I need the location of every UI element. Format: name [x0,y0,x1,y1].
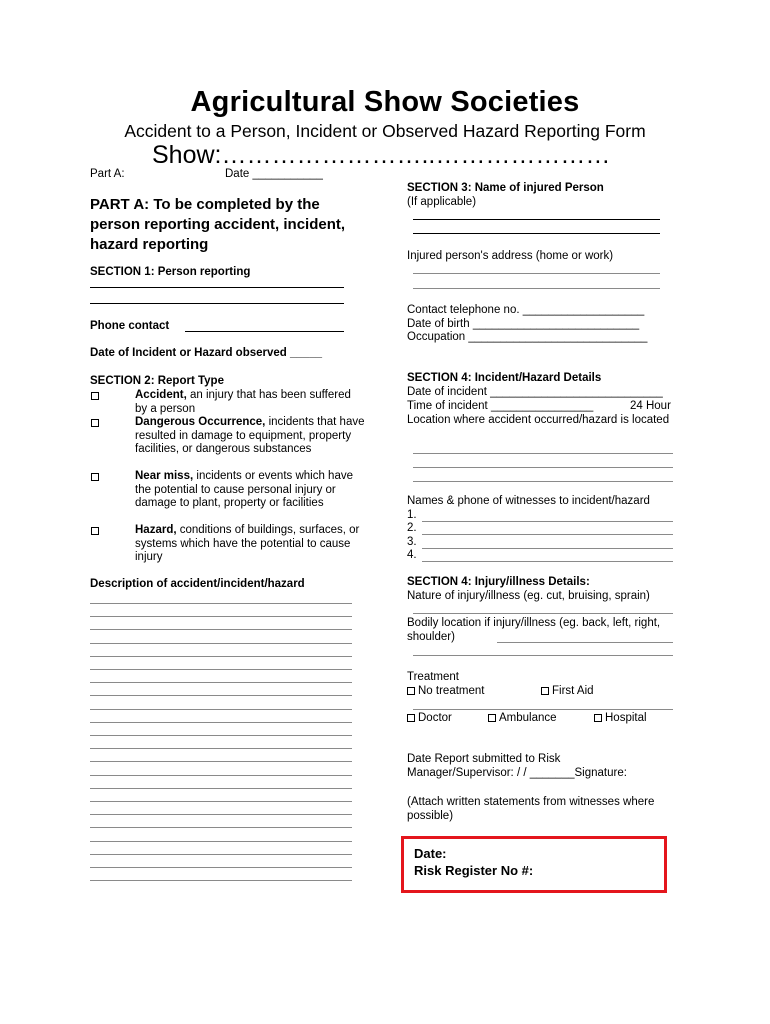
bodily-line-1[interactable] [497,642,673,643]
description-line[interactable] [90,643,352,644]
phone-contact-line[interactable] [185,331,344,332]
reporter-name-line-1[interactable] [90,287,344,288]
treatment-no-treatment[interactable]: No treatment [407,685,484,699]
description-line[interactable] [90,709,352,710]
part-a-heading: PART A: To be completed by the person reporting accident, incident, hazard reporting [90,196,346,253]
treatment-label: Treatment [407,671,459,683]
treatment-hospital[interactable]: Hospital [594,712,647,726]
witness-line-3[interactable] [422,548,673,549]
description-line[interactable] [90,682,352,683]
description-line[interactable] [90,669,352,670]
hour-label: 24 Hour [630,400,671,412]
form-subtitle: Accident to a Person, Incident or Observed Hazard Reporting Form [124,121,646,141]
injured-name-line-1[interactable] [413,219,660,220]
description-line[interactable] [90,814,352,815]
treatment-doctor[interactable]: Doctor [407,712,452,726]
date-of-incident-field[interactable]: Date of incident ___________________________ [407,386,663,398]
description-line[interactable] [90,854,352,855]
treatment-ambulance[interactable]: Ambulance [488,712,557,726]
checkbox-dangerous-occurrence[interactable] [91,419,99,427]
checkbox-first-aid[interactable] [541,687,549,695]
location-line-1[interactable] [413,453,673,454]
witness-line-2[interactable] [422,534,673,535]
description-line[interactable] [90,788,352,789]
description-line[interactable] [90,656,352,657]
bodily-line-2[interactable] [413,655,673,656]
description-line[interactable] [90,616,352,617]
description-line[interactable] [90,695,352,696]
report-type-dangerous-occurrence: Dangerous Occurrence, incidents that have resulted in damage to equipment, property facilities, or dangerous substances [135,416,365,456]
checkbox-doctor[interactable] [407,714,415,722]
section2-title: SECTION 2: Report Type [90,375,224,387]
injured-name-line-2[interactable] [413,233,660,234]
description-line[interactable] [90,827,352,828]
checkbox-near-miss[interactable] [91,473,99,481]
description-line[interactable] [90,801,352,802]
witness-number-4: 4. [407,549,417,561]
date-report-line-2[interactable]: Manager/Supervisor: / / _______Signature: [407,767,627,779]
witness-line-1[interactable] [422,521,673,522]
contact-phone-field[interactable]: Contact telephone no. ___________________ [407,304,645,316]
date-observed-field[interactable]: Date of Incident or Hazard observed _____ [90,347,322,359]
dob-field[interactable]: Date of birth __________________________ [407,318,640,330]
section3-title: SECTION 3: Name of injured Person [407,182,604,194]
description-line[interactable] [90,629,352,630]
checkbox-accident[interactable] [91,392,99,400]
checkbox-hazard[interactable] [91,527,99,535]
section1-title: SECTION 1: Person reporting [90,266,251,278]
address-line-2[interactable] [413,288,660,289]
occupation-field[interactable]: Occupation ____________________________ [407,331,648,343]
report-type-accident: Accident, an injury that has been suffered by a person [135,389,351,415]
form-title: Agricultural Show Societies [190,86,580,118]
bodily-label: Bodily location if injury/illness (eg. back, left, right, shoulder) [407,617,661,643]
if-applicable-note: (If applicable) [407,196,477,208]
witness-number-1: 1. [407,509,417,521]
checkbox-hospital[interactable] [594,714,602,722]
box-date-label: Date: [414,846,447,861]
description-line[interactable] [90,722,352,723]
address-label: Injured person's address (home or work) [407,250,614,262]
checkbox-no-treatment[interactable] [407,687,415,695]
attach-note: (Attach written statements from witnesses where possible) [407,796,655,822]
witness-number-3: 3. [407,536,417,548]
description-title: Description of accident/incident/hazard [90,578,305,590]
treatment-line[interactable] [413,709,673,710]
date-report-line-1: Date Report submitted to Risk [407,753,561,765]
description-line[interactable] [90,867,352,868]
phone-contact-label: Phone contact [90,320,170,332]
location-line-2[interactable] [413,467,673,468]
witnesses-label: Names & phone of witnesses to incident/hazard [407,495,650,507]
description-line[interactable] [90,880,352,881]
part-a-label: Part A: [90,168,125,180]
address-line-1[interactable] [413,273,660,274]
checkbox-ambulance[interactable] [488,714,496,722]
description-line[interactable] [90,761,352,762]
nature-line[interactable] [413,613,673,614]
witness-number-2: 2. [407,522,417,534]
witness-line-4[interactable] [422,561,673,562]
box-risk-register-label: Risk Register No #: [414,863,534,878]
description-line[interactable] [90,775,352,776]
report-type-near-miss: Near miss, incidents or events which have the potential to cause personal injury or damage to plant, property or facilities [135,470,353,510]
description-line[interactable] [90,735,352,736]
time-of-incident-field[interactable]: Time of incident ________________ [407,400,594,412]
location-line-3[interactable] [413,481,673,482]
location-label: Location where accident occurred/hazard is located [407,414,670,426]
description-line[interactable] [90,748,352,749]
section4b-title: SECTION 4: Injury/illness Details: [407,576,590,588]
date-field[interactable]: Date ___________ [225,168,323,180]
treatment-first-aid[interactable]: First Aid [541,685,594,699]
nature-label: Nature of injury/illness (eg. cut, bruising, sprain) [407,590,650,602]
description-line[interactable] [90,841,352,842]
report-type-hazard: Hazard, conditions of buildings, surfaces, or systems which have the potential to cause injury [135,524,360,564]
reporter-name-line-2[interactable] [90,303,344,304]
description-line[interactable] [90,603,352,604]
office-use-box [401,836,667,893]
show-field[interactable]: Show:……………………..………………… [152,141,611,169]
section4-title: SECTION 4: Incident/Hazard Details [407,372,602,384]
